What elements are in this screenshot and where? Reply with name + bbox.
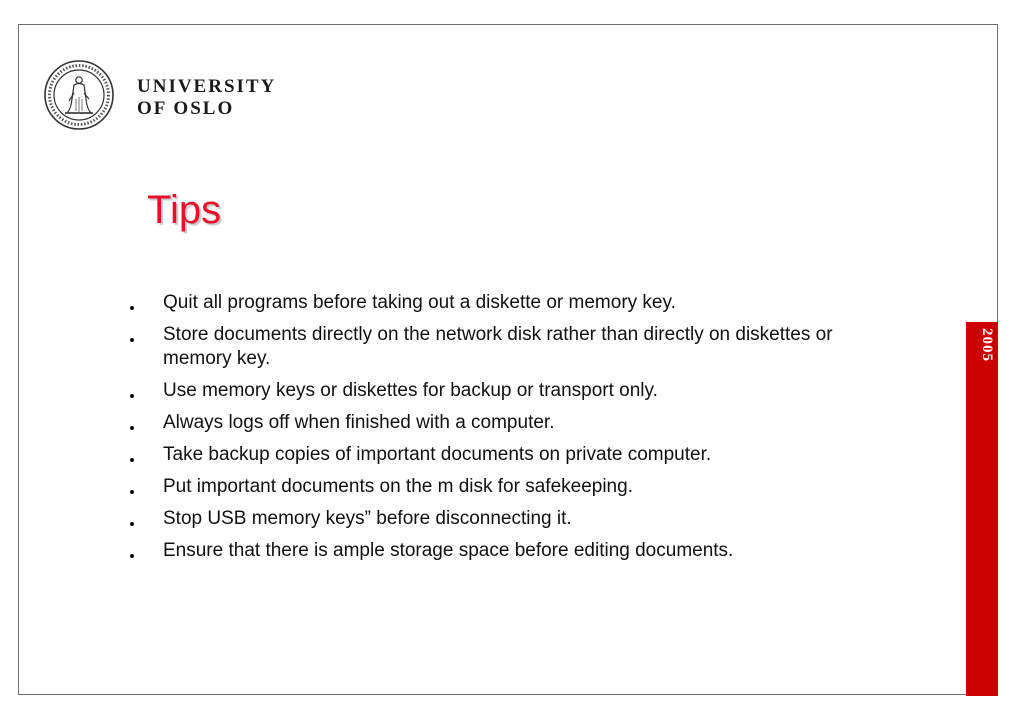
bullet-icon [130,522,134,526]
list-item [127,507,867,531]
slide [18,24,998,695]
list-item-text: Ensure that there is ample storage space before editing documents. [163,540,734,561]
bullet-icon [130,394,134,398]
bullet-icon [130,306,134,310]
list-item-text: Quit all programs before taking out a diskette or memory key. [163,292,676,313]
list-item-text: Store documents directly on the network disk rather than directly on diskettes or memory key. [163,324,833,369]
list-item-text: Put important documents on the m disk for safekeeping. [163,476,633,497]
university-name [137,76,276,120]
bullet-icon [130,554,134,558]
list-item [127,379,867,403]
list-item [127,443,867,467]
list-item [127,539,867,563]
bullet-icon [130,426,134,430]
list-item [127,291,867,315]
slide-title: Tips [147,188,222,232]
list-item [127,411,867,435]
university-seal-icon [43,59,115,131]
list-item-text: Stop USB memory keys” before disconnecting it. [163,508,572,529]
tips-list [127,291,867,571]
bullet-icon [130,490,134,494]
bullet-icon [130,338,134,342]
university-name-line2: OF OSLO [137,98,235,119]
university-name-line1: UNIVERSITY [137,76,277,97]
list-item-text: Always logs off when finished with a computer. [163,412,555,433]
list-item [127,323,867,371]
bullet-icon [130,458,134,462]
year-sidebar [966,322,998,696]
list-item-text: Take backup copies of important documents on private computer. [163,444,712,465]
list-item [127,475,867,499]
year-label: 2005 [979,328,995,362]
list-item-text: Use memory keys or diskettes for backup or transport only. [163,380,658,401]
